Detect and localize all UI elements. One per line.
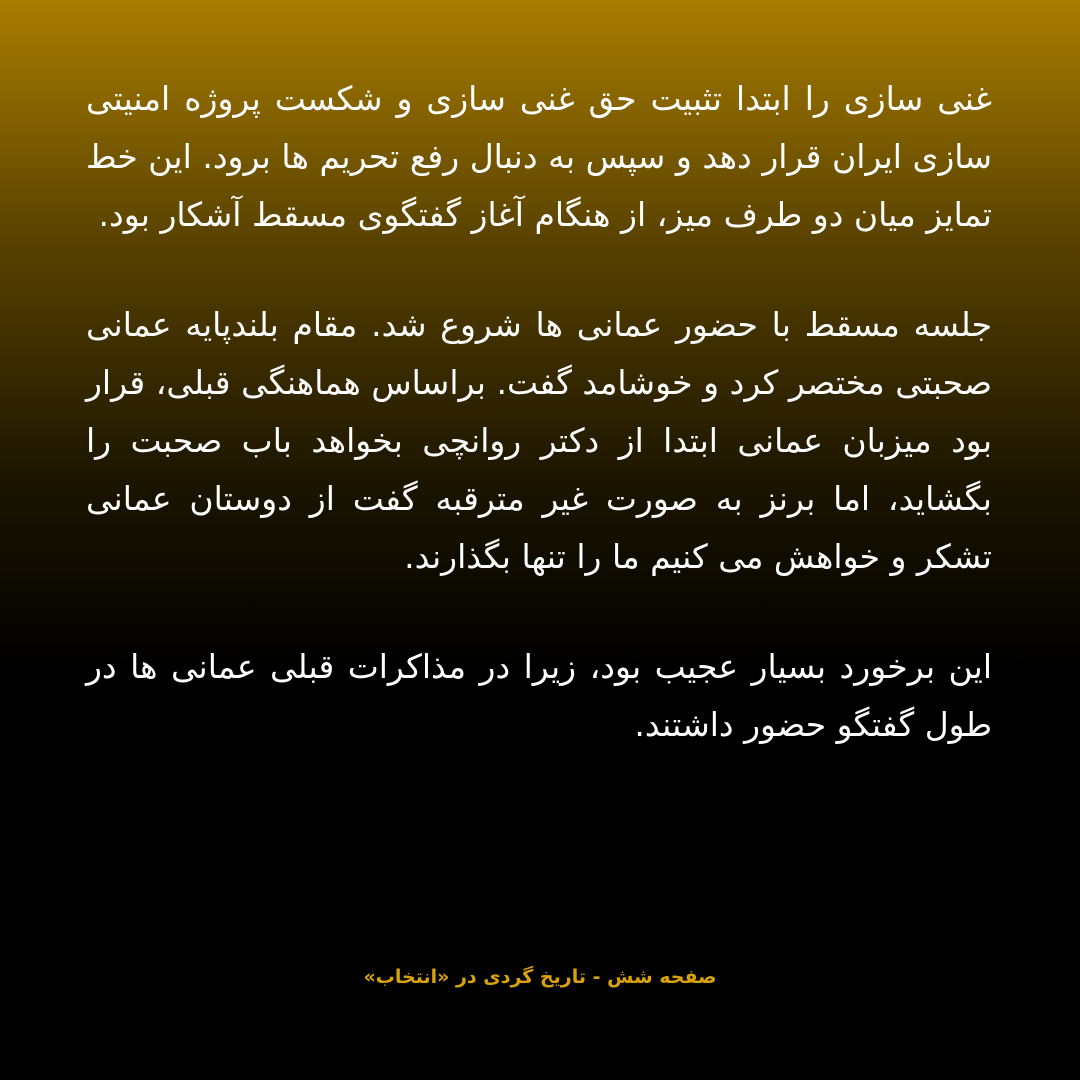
page-footer: صفحه شش - تاریخ گردی در «انتخاب»: [363, 966, 717, 988]
paragraph-3: این برخورد بسیار عجیب بود، زیرا در مذاکرات قبلی عمانی ها در طول گفتگو حضور داشتند.: [86, 647, 992, 744]
paragraph-2: جلسه مسقط با حضور عمانی ها شروع شد. مقام بلندپایه عمانی صحبتی مختصر کرد و خوشامد گفت. براساس هماهنگی قبلی، قرار بود میزبان عمانی ابتدا از دکتر روانچی بخواهد باب صحبت را بگشاید، اما برنز به صورت غیر مترقبه گفت از دوستان عمانی تشکر و خواهش می کنیم ما را تنها بگذارند.: [86, 305, 992, 576]
paragraph-1: غنی سازی را ابتدا تثبیت حق غنی سازی و شکست پروژه امنیتی سازی ایران قرار دهد و سپس به دنبال رفع تحریم ها برود. این خط تمایز میان دو طرف میز، از هنگام آغاز گفتگوی مسقط آشکار بود.: [86, 79, 992, 234]
article-body: [86, 70, 992, 806]
